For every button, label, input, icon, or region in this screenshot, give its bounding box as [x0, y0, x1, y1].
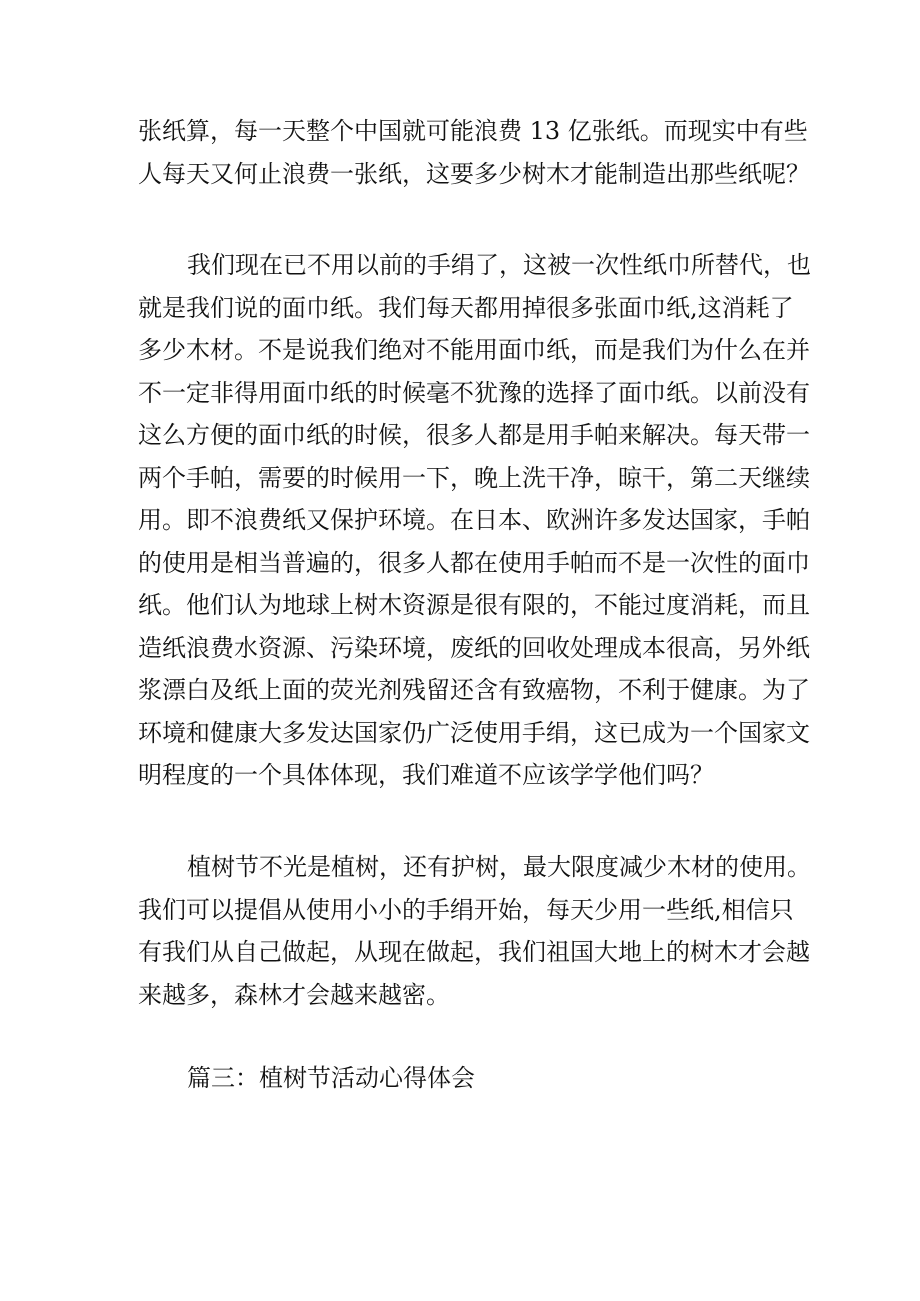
section-heading: [138, 1057, 798, 1100]
paragraph-line: 两个手帕，需要的时候用一下，晚上洗干净，晾干，第二天继续: [138, 463, 810, 492]
paragraph-tree-planting: [138, 846, 811, 1016]
paragraph-line: 来越多，森林才会越来越密。: [138, 980, 450, 1009]
paragraph-line: 就是我们说的面巾纸。我们每天都用掉很多张面巾纸,这消耗了: [138, 293, 794, 322]
paragraph-line: 这么方便的面巾纸的时候，很多人都是用手帕来解决。每天带一: [138, 421, 810, 449]
paragraph-line: 张纸算，每一天整个中国就可能浪费 13 亿张纸。而现实中有些: [138, 117, 808, 145]
paragraph-line: 明程度的一个具体体现，我们难道不应该学学他们吗？: [138, 761, 714, 789]
heading-text: 篇三：植树节活动心得体会: [187, 1064, 475, 1092]
paragraph-line: 纸。他们认为地球上树木资源是很有限的，不能过度消耗，而且: [138, 591, 810, 619]
paragraph-line: 多少木材。不是说我们绝对不能用面巾纸，而是我们为什么在并: [138, 336, 810, 364]
paragraph-line: 浆漂白及纸上面的荧光剂残留还含有致癌物，不利于健康。为了: [138, 676, 810, 704]
paragraph-continuation: [138, 110, 810, 195]
paragraph-line: 我们现在已不用以前的手绢了，这被一次性纸巾所替代，也: [187, 251, 811, 279]
paragraph-line: 的使用是相当普遍的，很多人都在使用手帕而不是一次性的面巾: [138, 548, 810, 577]
paragraph-line: 植树节不光是植树，还有护树，最大限度减少木材的使用。: [187, 853, 811, 881]
paragraph-line: 人每天又何止浪费一张纸，这要多少树木才能制造出那些纸呢？: [138, 159, 810, 188]
paragraph-line: 我们可以提倡从使用小小的手绢开始，每天少用一些纸,相信只: [138, 895, 794, 924]
paragraph-line: 用。即不浪费纸又保护环境。在日本、欧洲许多发达国家，手帕: [138, 506, 810, 534]
paragraph-handkerchief: [138, 244, 811, 797]
paragraph-line: 环境和健康大多发达国家仍广泛使用手绢，这已成为一个国家文: [138, 718, 810, 747]
paragraph-line: 有我们从自己做起，从现在做起，我们祖国大地上的树木才会越: [138, 938, 810, 966]
paragraph-line: 造纸浪费水资源、污染环境，废纸的回收处理成本很高，另外纸: [138, 633, 810, 662]
paragraph-line: 不一定非得用面巾纸的时候毫不犹豫的选择了面巾纸。以前没有: [138, 378, 810, 407]
